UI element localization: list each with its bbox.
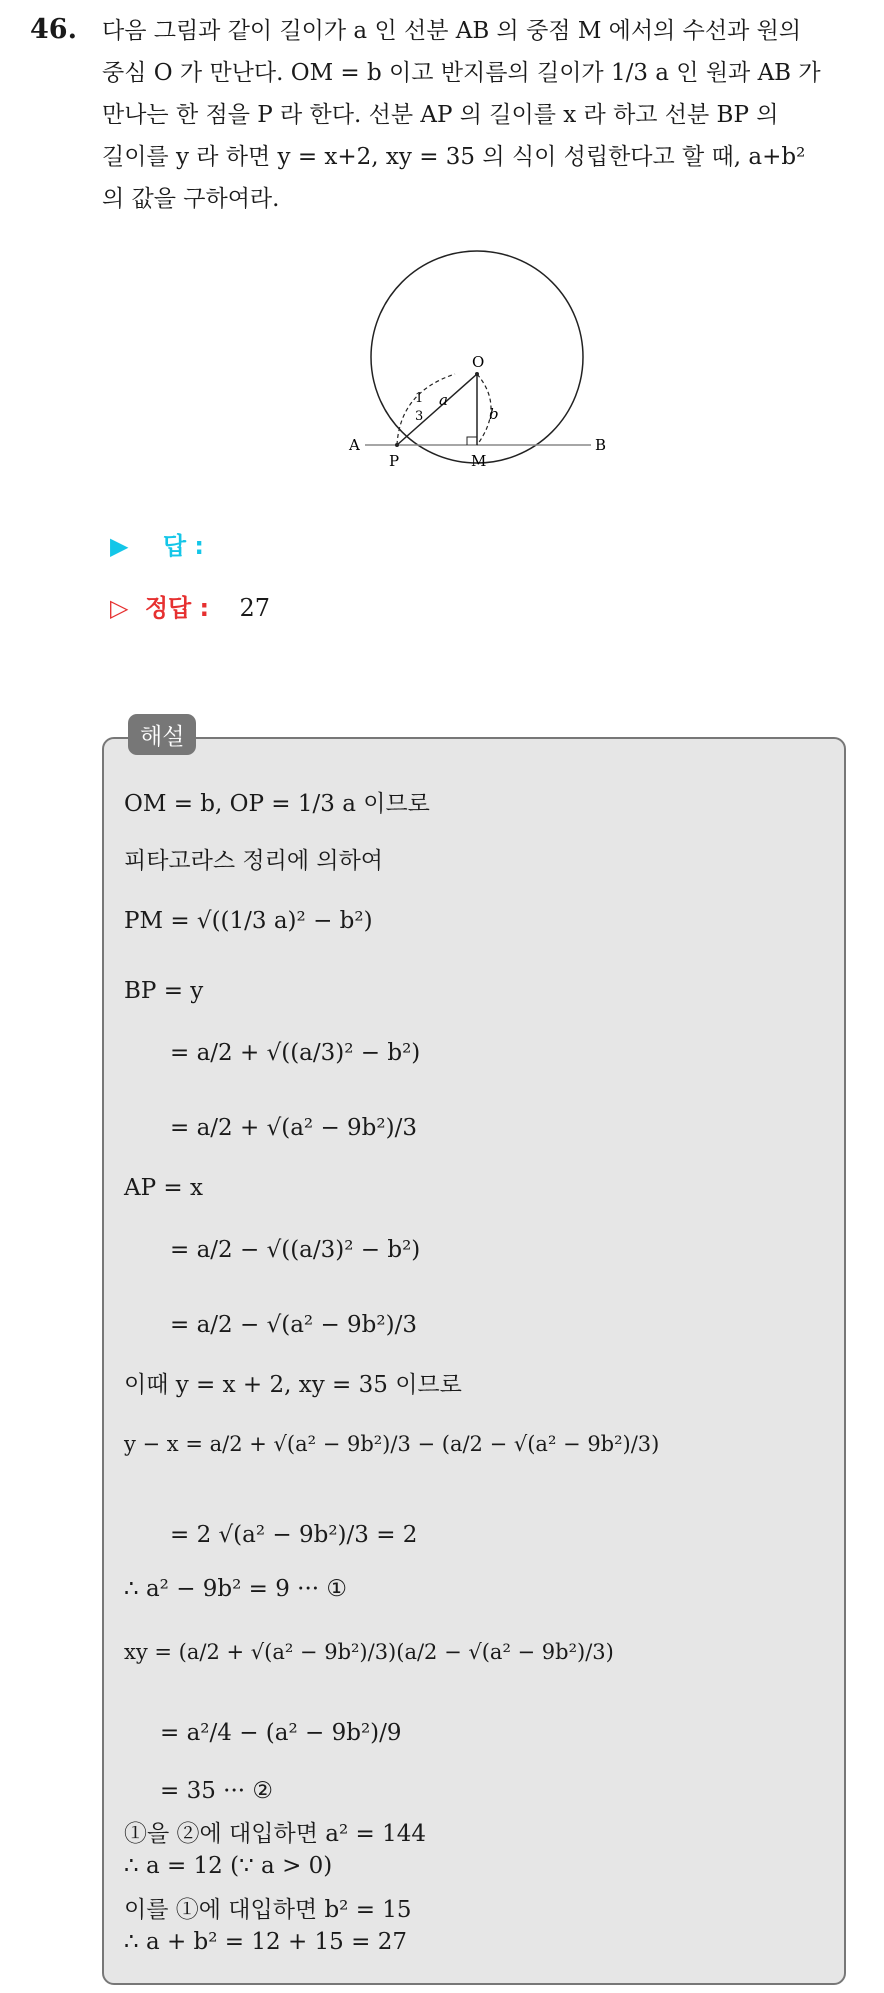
solution-line-6: = a/2 + √(a² − 9b²)/3 bbox=[170, 1115, 417, 1141]
question-line-1: 다음 그림과 같이 길이가 a 인 선분 AB 의 중점 M 에서의 수선과 원의 bbox=[102, 18, 802, 44]
brace-op bbox=[397, 374, 455, 445]
question-number: 46. bbox=[30, 14, 77, 45]
correct-answer-value: 27 bbox=[239, 594, 271, 622]
play-triangle-icon: ▶ bbox=[110, 532, 129, 560]
geometry-figure bbox=[349, 262, 607, 482]
outline-triangle-icon: ▷ bbox=[110, 594, 129, 622]
label-o: O bbox=[472, 353, 485, 371]
solution-line-8: = a/2 − √((a/3)² − b²) bbox=[170, 1237, 421, 1263]
point-p bbox=[395, 443, 399, 447]
solution-line-20: ∴ a + b² = 12 + 15 = 27 bbox=[124, 1929, 407, 1955]
question-line-5: 의 값을 구하여라. bbox=[102, 186, 280, 212]
label-a-length: a bbox=[439, 391, 448, 409]
label-a: A bbox=[349, 436, 360, 454]
question-text bbox=[102, 10, 862, 220]
solution-line-18: ∴ a = 12 (∵ a > 0) bbox=[124, 1853, 333, 1879]
question-line-4: 길이를 y 라 하면 y = x+2, xy = 35 의 식이 성립한다고 할 때, a+b² bbox=[102, 144, 806, 170]
label-frac-den: 3 bbox=[415, 409, 424, 424]
answer-label: 답 : bbox=[162, 532, 204, 560]
solution-line-5: = a/2 + √((a/3)² − b²) bbox=[170, 1040, 421, 1066]
solution-line-16: = 35 ··· ② bbox=[160, 1778, 274, 1804]
solution-line-10: 이때 y = x + 2, xy = 35 이므로 bbox=[124, 1372, 462, 1398]
question-line-2: 중심 O 가 만난다. OM = b 이고 반지름의 길이가 1/3 a 인 원과 AB 가 bbox=[102, 60, 821, 86]
label-p: P bbox=[389, 452, 400, 470]
solution-line-7: AP = x bbox=[124, 1175, 203, 1201]
solution-line-3: PM = √((1/3 a)² − b²) bbox=[124, 908, 373, 934]
segment-op bbox=[397, 374, 477, 445]
solution-line-13: ∴ a² − 9b² = 9 ··· ① bbox=[124, 1576, 348, 1602]
solution-line-12: = 2 √(a² − 9b²)/3 = 2 bbox=[170, 1522, 418, 1548]
right-angle-mark bbox=[467, 437, 477, 445]
solution-line-15: = a²/4 − (a² − 9b²)/9 bbox=[160, 1720, 402, 1746]
point-o bbox=[475, 372, 479, 376]
label-frac-num: 1 bbox=[415, 391, 424, 406]
solution-line-19: 이를 ①에 대입하면 b² = 15 bbox=[124, 1897, 412, 1923]
solution-line-17: ①을 ②에 대입하면 a² = 144 bbox=[124, 1821, 426, 1847]
solution-line-4: BP = y bbox=[124, 978, 204, 1004]
correct-answer-row bbox=[110, 588, 270, 623]
label-b: B bbox=[595, 436, 607, 454]
answer-row bbox=[110, 526, 204, 561]
correct-answer-label: 정답 : bbox=[144, 594, 210, 622]
solution-line-2: 피타고라스 정리에 의하여 bbox=[124, 848, 384, 874]
label-b-length: b bbox=[489, 405, 499, 423]
question-line-3: 만나는 한 점을 P 라 한다. 선분 AP 의 길이를 x 라 하고 선분 BP 의 bbox=[102, 102, 779, 128]
solution-badge: 해설 bbox=[128, 714, 196, 755]
label-m: M bbox=[471, 452, 487, 470]
solution-line-9: = a/2 − √(a² − 9b²)/3 bbox=[170, 1312, 417, 1338]
solution-line-14: xy = (a/2 + √(a² − 9b²)/3)(a/2 − √(a² − 9b²)/3) bbox=[124, 1640, 614, 1664]
solution-line-11: y − x = a/2 + √(a² − 9b²)/3 − (a/2 − √(a² − 9b²)/3) bbox=[124, 1432, 660, 1456]
solution-line-1: OM = b, OP = 1/3 a 이므로 bbox=[124, 791, 430, 817]
